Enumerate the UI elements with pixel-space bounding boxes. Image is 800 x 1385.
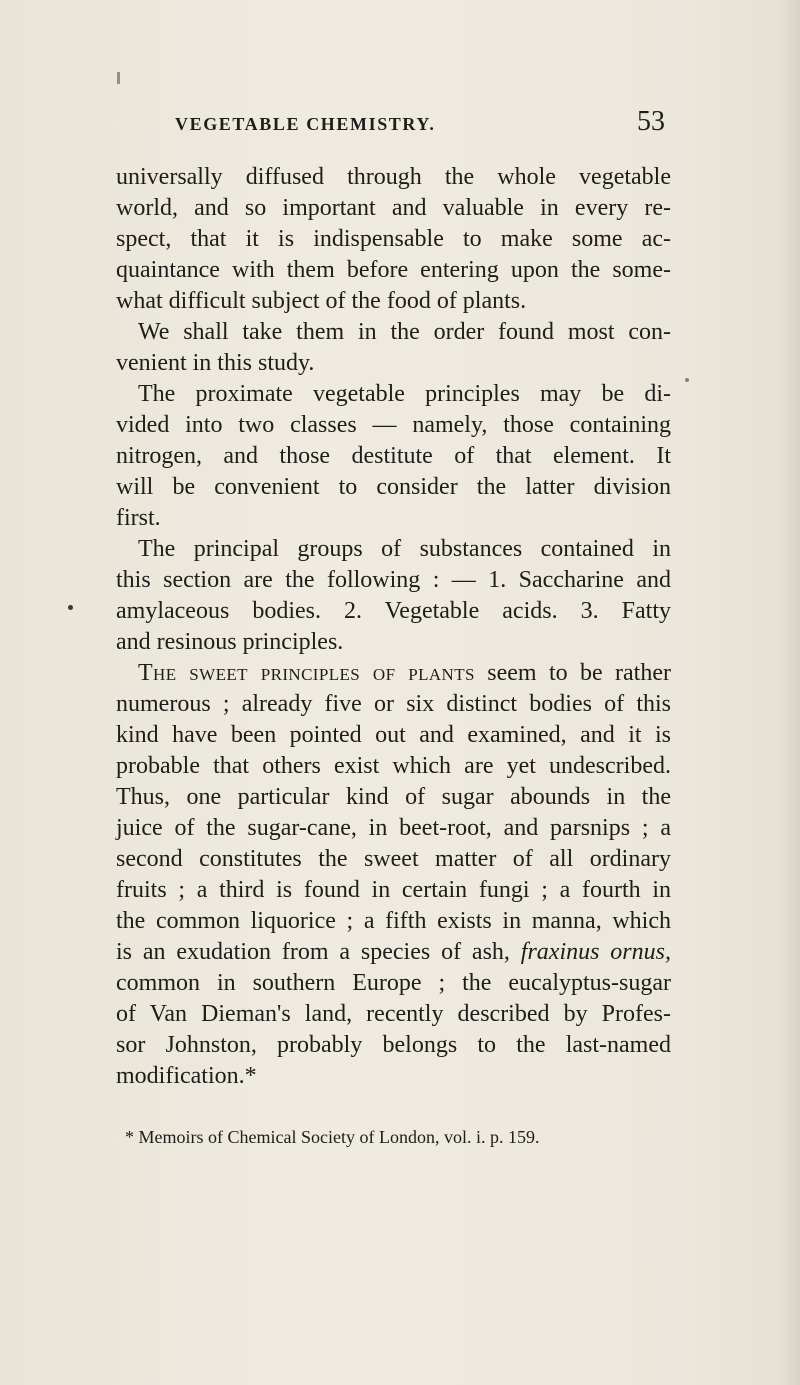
italic-phrase: fraxinus ornus, <box>520 939 671 965</box>
text-line: Thus, one particular kind of sugar abounds in the <box>116 784 671 810</box>
print-mark <box>117 72 120 84</box>
text-line: modification.* <box>116 1063 257 1089</box>
text-line-sweet-principles <box>116 658 671 689</box>
text-line: what difficult subject of the food of plants. <box>116 288 527 314</box>
text-line: quaintance with them before entering upon the some- <box>116 257 671 283</box>
text-line: spect, that it is indispensable to make some ac- <box>116 226 671 252</box>
text-line-tail: seem to be rather <box>487 660 671 686</box>
text-line: We shall take them in the order found most con- <box>138 319 671 345</box>
text-line: world, and so important and valuable in every re- <box>116 195 671 221</box>
text-line: first. <box>116 505 161 531</box>
text-line: The proximate vegetable principles may be di- <box>138 381 671 407</box>
text-line: juice of the sugar-cane, in beet-root, and parsnips ; a <box>116 815 671 841</box>
text-line: universally diffused through the whole vegetable <box>116 164 671 190</box>
text-line: will be convenient to consider the latter division <box>116 474 671 500</box>
text-line: second constitutes the sweet matter of all ordinary <box>116 846 671 872</box>
small-caps-phrase: The sweet principles of plants <box>138 660 475 686</box>
text-line: amylaceous bodies. 2. Vegetable acids. 3. Fatty <box>116 598 671 624</box>
text-line: nitrogen, and those destitute of that element. It <box>116 443 671 469</box>
margin-dot <box>68 605 73 610</box>
text-line: common in southern Europe ; the eucalyptus-sugar <box>116 970 671 996</box>
text-line: of Van Dieman's land, recently described by Profes- <box>116 1001 671 1027</box>
text-line: The principal groups of substances contained in <box>138 536 671 562</box>
margin-dot <box>685 378 689 382</box>
text-line: fruits ; a third is found in certain fungi ; a fourth in <box>116 877 671 903</box>
text-line: vided into two classes — namely, those containing <box>116 412 671 438</box>
text-line: kind have been pointed out and examined, and it is <box>116 722 671 748</box>
footnote: * Memoirs of Chemical Society of London, vol. i. p. 159. <box>125 1127 540 1147</box>
text-line: numerous ; already five or six distinct bodies of this <box>116 691 671 717</box>
page-edge-shadow <box>780 0 800 1385</box>
page-number: 53 <box>637 106 665 137</box>
text-line-with-italic <box>116 937 671 968</box>
running-head: VEGETABLE CHEMISTRY. <box>175 114 436 134</box>
text-line: sor Johnston, probably belongs to the last-named <box>116 1032 671 1058</box>
text-line-head: is an exudation from a species of ash, <box>116 939 510 965</box>
body-text <box>116 162 671 1092</box>
text-line: this section are the following : — 1. Saccharine and <box>116 567 671 593</box>
text-line: venient in this study. <box>116 350 315 376</box>
text-line: the common liquorice ; a fifth exists in manna, which <box>116 908 671 934</box>
text-line: probable that others exist which are yet undescribed. <box>116 753 671 779</box>
page-header <box>175 100 665 140</box>
text-line: and resinous principles. <box>116 629 344 655</box>
